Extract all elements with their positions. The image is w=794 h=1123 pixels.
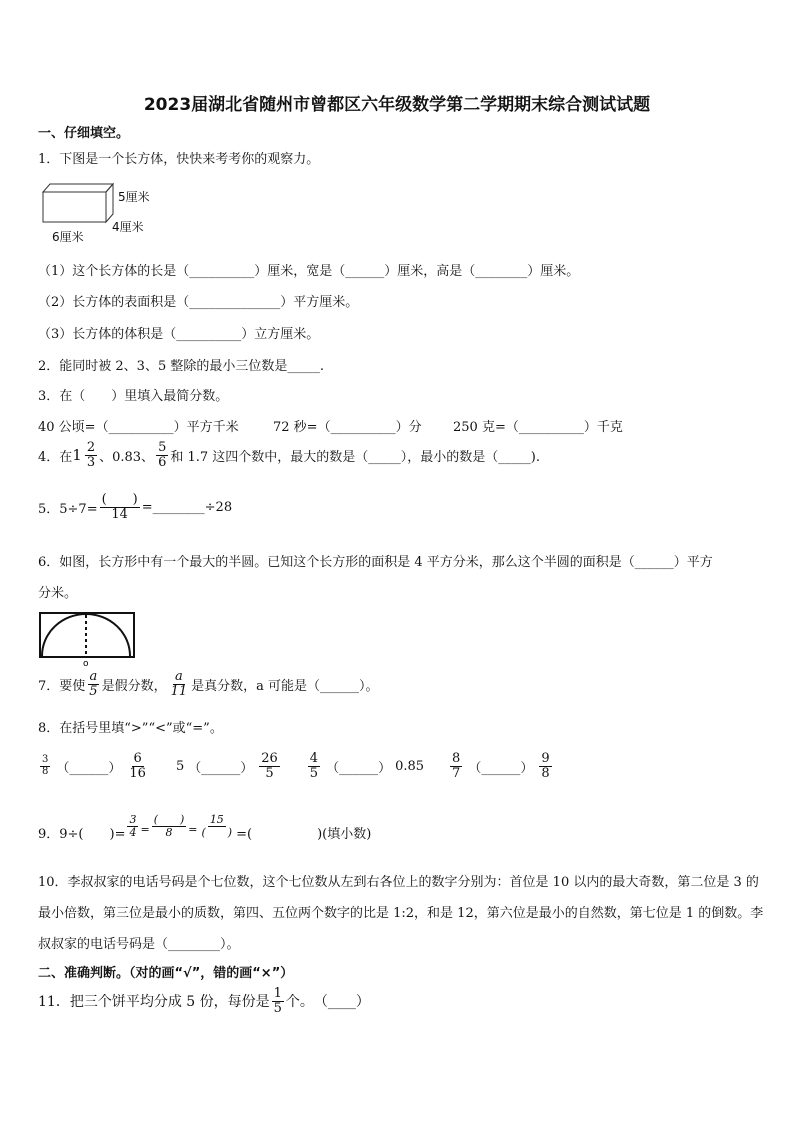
fraction (100, 493, 140, 521)
numerator: 8 (452, 751, 461, 766)
numerator: 5 (158, 440, 167, 455)
numerator: ( ) (101, 492, 138, 507)
denominator: 3 (86, 454, 96, 470)
question-3-b: 72 秒=（__________）分 (273, 420, 422, 435)
fraction (127, 752, 148, 780)
question-9-suffix: =( )(填小数) (236, 827, 372, 843)
question-9-prefix: 9．9÷( )= (38, 827, 126, 843)
question-1-part-2: （2）长方体的表面积是（______________）平方厘米。 (38, 295, 359, 310)
question-11 (38, 987, 370, 1015)
section-heading-judge: 二、准确判断。（对的画“√”，错的画“×”） (38, 966, 294, 981)
question-1-stem: 1．下图是一个长方体，快快来考考你的观察力。 (38, 152, 320, 167)
mixed-whole: 1 (72, 446, 82, 465)
numerator: ( ) (153, 813, 185, 826)
question-11-suffix: 个。 （____） (285, 994, 370, 1011)
page-title: 2023届湖北省随州市曾都区六年级数学第二学期期末综合测试试题 (143, 95, 651, 115)
denominator: 8 (541, 765, 550, 781)
question-6-line-1: 6．如图，长方形中有一个最大的半圆。已知这个长方形的面积是 4 平方分米，那么这个半圆的面积是（______）平方 (38, 555, 713, 570)
denominator: 5 (89, 683, 98, 699)
fraction (450, 752, 462, 780)
denominator: 16 (129, 765, 146, 781)
blank: （______） (326, 760, 392, 776)
center-label: o (83, 659, 89, 666)
numerator: 6 (133, 751, 142, 766)
blank: （______） (468, 760, 534, 776)
equals: = (140, 823, 150, 837)
numerator: 26 (261, 751, 278, 766)
question-7-prefix: 7．要使 (38, 678, 86, 694)
fraction (85, 441, 97, 469)
question-11-prefix: 11．把三个饼平均分成 5 份，每份是 (38, 994, 270, 1011)
denominator: 5 (265, 765, 274, 781)
question-1-part-1: （1）这个长方体的长是（__________）厘米，宽是（______）厘米，高是（________）厘米。 (38, 264, 580, 279)
question-4-suffix: 和 1.7 这四个数中，最大的数是（_____），最小的数是（_____). (170, 449, 540, 465)
fraction (40, 755, 50, 777)
blank: （______） (56, 760, 122, 776)
denominator: 8 (165, 825, 173, 839)
question-9 (38, 814, 371, 844)
numerator: 9 (541, 751, 550, 766)
question-7-suffix: 是真分数，a 可能是（______）。 (191, 678, 379, 694)
question-7-mid: 是假分数， (101, 678, 167, 694)
question-4-mid: 、0.83、 (99, 449, 155, 465)
question-7 (38, 670, 379, 698)
numerator: 15 (209, 813, 224, 826)
numerator: 3 (129, 813, 137, 826)
question-2: 2．能同时被 2、3、5 整除的最小三位数是_____. (38, 359, 324, 374)
denominator: 7 (452, 765, 461, 781)
question-6-line-2: 分米。 (38, 586, 78, 601)
fraction (87, 670, 99, 698)
mixed-number (72, 441, 99, 469)
fraction (127, 814, 138, 838)
fraction (169, 670, 190, 698)
fraction (200, 814, 235, 838)
cuboid-height-label: 5厘米 (118, 190, 150, 204)
compare-value: 0.85 (395, 758, 425, 774)
denominator: ( ) (201, 825, 233, 839)
denominator: 6 (158, 454, 167, 470)
numerator: a (89, 669, 98, 684)
fraction (259, 752, 280, 780)
question-3-stem: 3．在（ ）里填入最简分数。 (38, 389, 229, 404)
fraction (539, 752, 551, 780)
fraction (308, 752, 320, 780)
question-3-a: 40 公顷=（__________）平方千米 (38, 420, 239, 435)
question-5-suffix: =________÷28 (141, 499, 233, 515)
compare-value: 5 (175, 758, 185, 774)
cuboid-width-label: 4厘米 (112, 220, 144, 234)
numerator: 1 (273, 986, 282, 1001)
denominator: 4 (129, 825, 137, 839)
question-10: 10．李叔叔家的电话号码是个七位数，这个七位数从左到右各位上的数字分别为：首位是 10 以内的最大奇数，第二位是 3 的最小倍数，第三位是最小的质数，第四、五位两个数字的比是 1:2，和是 12，第六位是最小的自然数，第七位是 1 的倒数。李叔叔家的电话号码是（________）。 (38, 875, 764, 952)
fraction (272, 987, 284, 1015)
question-1-part-3: （3）长方体的体积是（__________）立方厘米。 (38, 327, 320, 342)
fraction (152, 814, 187, 838)
blank: （______） (188, 760, 254, 776)
question-4-prefix: 4．在 (38, 449, 73, 465)
question-8-stem: 8．在括号里填“>”“<”或“=”。 (38, 721, 223, 736)
denominator: 8 (42, 765, 49, 777)
numerator: 4 (309, 751, 319, 766)
denominator: 5 (273, 1000, 282, 1016)
question-5 (38, 493, 232, 521)
equals: = (188, 823, 198, 837)
cuboid-length-label: 6厘米 (52, 230, 84, 244)
semicircle-rectangle-figure (38, 608, 138, 666)
question-8-comparisons (38, 752, 554, 780)
numerator: 2 (86, 440, 96, 455)
question-4 (38, 441, 540, 469)
numerator: 3 (42, 754, 49, 766)
denominator: 5 (309, 765, 319, 781)
numerator: a (174, 669, 183, 684)
denominator: 14 (111, 506, 128, 522)
fraction (156, 441, 168, 469)
question-3-c: 250 克=（__________）千克 (453, 420, 623, 435)
denominator: 11 (170, 683, 188, 699)
section-heading-fill: 一、仔细填空。 (38, 126, 130, 141)
question-5-prefix: 5．5÷7= (38, 501, 98, 517)
